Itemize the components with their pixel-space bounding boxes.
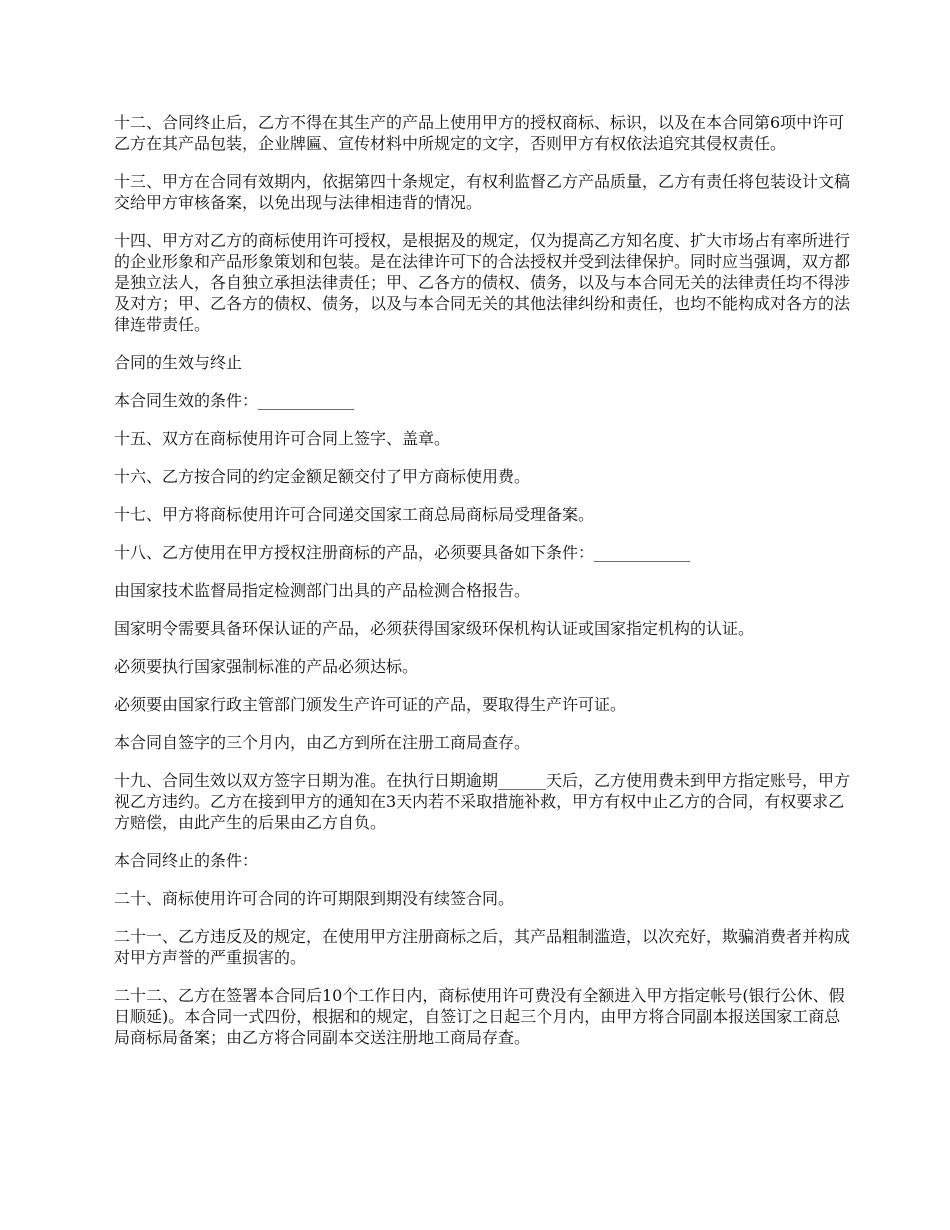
clause-16: 十六、乙方按合同的约定金额足额交付了甲方商标使用费。 <box>114 467 531 486</box>
condition-mandatory-standards: 必须要执行国家强制标准的产品必须达标。 <box>114 657 419 676</box>
clause-20: 二十、商标使用许可合同的许可期限到期没有续签合同。 <box>114 889 515 908</box>
condition-inspection-report: 由国家技术监督局指定检测部门出具的产品检测合格报告。 <box>114 581 531 600</box>
filing-note: 本合同自签字的三个月内，由乙方到所在注册工商局查存。 <box>114 733 531 752</box>
section-heading-effect-termination: 合同的生效与终止 <box>114 353 243 372</box>
clause-15: 十五、双方在商标使用许可合同上签字、盖章。 <box>114 429 451 448</box>
document-body <box>114 112 854 1065</box>
clause-14: 十四、甲方对乙方的商标使用许可授权，是根据及的规定，仅为提高乙方知名度、扩大市场占有率所进行的企业形象和产品形象策划和包装。是在法律许可下的合法授权并受到法律保护。同时应当强调，双方都是独立法人，各自独立承担法律责任；甲、乙各方的债权、债务，以及与本合同无关的法律责任均不得涉及对方；甲、乙各方的债权、债务，以及与本合同无关的其他法律纠纷和责任，也均不能构成对各方的法律连带责任。 <box>114 231 851 334</box>
condition-environmental-certification: 国家明令需要具备环保认证的产品，必须获得国家级环保机构认证或国家指定机构的认证。 <box>114 619 755 638</box>
condition-production-license: 必须要由国家行政主管部门颁发生产许可证的产品，要取得生产许可证。 <box>114 695 627 714</box>
clause-22: 二十二、乙方在签署本合同后10个工作日内，商标使用许可费没有全额进入甲方指定帐号(银行公休、假日顺延)。本合同一式四份，根据和的规定，自签订之日起三个月内，由甲方将合同副本报送国家工商总局商标局备案；由乙方将合同副本交送注册地工商局存查。 <box>114 986 845 1047</box>
clause-21: 二十一、乙方违反及的规定，在使用甲方注册商标之后，其产品粗制滥造，以次充好，欺骗消费者并构成对甲方声誉的严重损害的。 <box>114 927 851 967</box>
clause-17: 十七、甲方将商标使用许可合同递交国家工商总局商标局受理备案。 <box>114 505 595 524</box>
effective-conditions-line: 本合同生效的条件：____________ <box>114 391 355 410</box>
clause-19: 十九、合同生效以双方签字日期为准。在执行日期逾期______天后，乙方使用费未到甲方指定账号，甲方视乙方违约。乙方在接到甲方的通知在3天内若不采取措施补救，甲方有权中止乙方的合同，有权要求乙方赔偿，由此产生的后果由乙方自负。 <box>114 771 851 832</box>
clause-12: 十二、合同终止后，乙方不得在其生产的产品上使用甲方的授权商标、标识，以及在本合同第6项中许可乙方在其产品包装，企业牌匾、宣传材料中所规定的文字，否则甲方有权依法追究其侵权责任。 <box>114 113 845 153</box>
termination-conditions-line: 本合同终止的条件： <box>114 851 259 870</box>
clause-18: 十八、乙方使用在甲方授权注册商标的产品，必须要具备如下条件：____________ <box>114 543 691 562</box>
clause-13: 十三、甲方在合同有效期内，依据第四十条规定，有权利监督乙方产品质量，乙方有责任将包装设计文稿交给甲方审核备案，以免出现与法律相违背的情况。 <box>114 172 851 212</box>
